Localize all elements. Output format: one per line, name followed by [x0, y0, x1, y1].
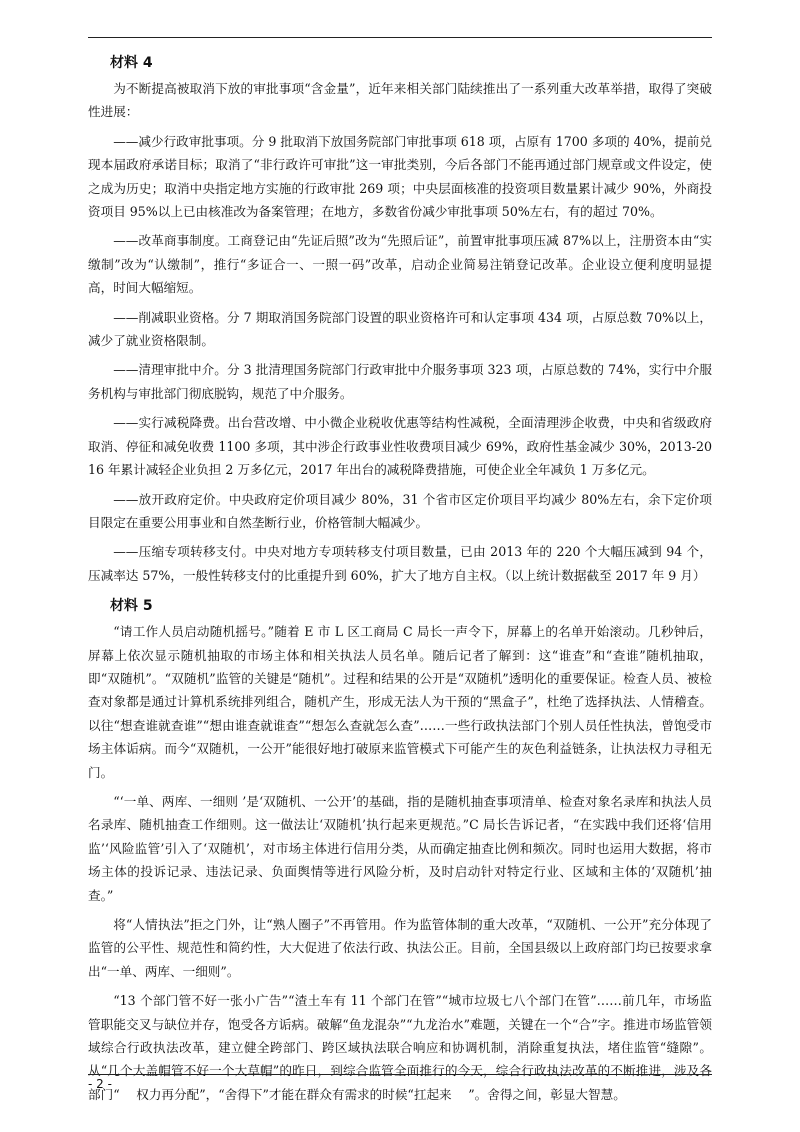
material-5-paragraph-3: 将“人情执法”拒之门外，让“熟人圈子”不再管用。作为监管体制的重大改革，“双随机、一公开”充分体现了监管的公平性、规范性和简约性，大大促进了依法行政、执法公正。目前，全国县级以上政府部门均已按要求拿出“一单、两库、一细则”。: [88, 917, 712, 979]
header-rule: [88, 37, 712, 38]
material-4-item-approval: ——减少行政审批事项。分 9 批取消下放国务院部门审批事项 618 项，占原有 1700 多项的 40%，提前兑现本届政府承诺目标；取消了“非行政许可审批”这一审批类别，今后各部门不能再通过部门规章或文件设定，使之成为历史；取消中央指定地方实施的行政审批 269 项；中央层面核准的投资项目数量累计减少 90%，外商投资项目 95%以上已由核准改为备案管理；在地方，多数省份减少审批事项 50%左右，有的超过 70%。: [88, 133, 712, 220]
material-5-section: [88, 593, 712, 1106]
material-5-paragraph-4: “13 个部门管不好一张小广告”“渣土车有 11 个部门在管”“城市垃圾七八个部门在管”……前几年，市场监管职能交叉与缺位并存，饱受各方诟病。破解“鱼龙混杂”“九龙治水”难题，关键在一个“合”字。推进市场监管领域综合行政执法改革，建立健全跨部门、跨区域执法联合响应和协调机制，消除重复执法，堵住监管“缝隙”。从“几个大盖帽管不好一个大草帽”的昨日，到综合监管全面推行的今天，综合行政执法改革的不断推进，涉及各部门“ 权力再分配”，“舍得下”才能在群众有需求的时候“扛起来 ”。舍得之间，彰显大智慧。: [88, 993, 712, 1102]
material-4-item-tax: ——实行减税降费。出台营改增、中小微企业税收优惠等结构性减税，全面清理涉企收费，中央和省级政府取消、停征和减免收费 1100 多项，其中涉企行政事业性收费项目减少 69%，政府性基金减少 30%，2013-2016 年累计减轻企业负担 2 万多亿元，2017 年出台的减税降费措施，可使企业全年减负 1 万多亿元。: [88, 415, 712, 478]
footer-rule: [88, 1074, 712, 1075]
material-4-item-business: ——改革商事制度。工商登记由“先证后照”改为“先照后证”，前置审批事项压减 87%以上，注册资本由“实缴制”改为“认缴制”，推行“多证合一、一照一码”改革，启动企业简易注销登记改革。企业设立便利度明显提高，时间大幅缩短。: [88, 233, 712, 296]
material-4-item-transfer: ——压缩专项转移支付。中央对地方专项转移支付项目数量，已由 2013 年的 220 个大幅压减到 94 个，压减率达 57%，一般性转移支付的比重提升到 60%，扩大了地方自主权。（以上统计数据截至 2017 年 9 月）: [88, 544, 712, 583]
material-4-intro: 为不断提高被取消下放的审批事项“含金量”，近年来相关部门陆续推出了一系列重大改革举措，取得了突破性进展：: [88, 81, 712, 120]
material-4-heading: 材料 4: [110, 55, 153, 71]
material-4-section: [88, 50, 712, 587]
material-5-heading: 材料 5: [110, 598, 153, 615]
page-number: - 2 -: [88, 1077, 112, 1091]
material-5-paragraph-2: “‘一单、两库、一细则 ’是‘双随机、一公开’的基础，指的是随机抽查事项清单、检查对象名录库和执法人员名录库、随机抽查工作细则。这一做法让‘双随机’执行起来更规范。”C 局长告诉记者，“在实践中我们还将‘信用监’‘风险监管’引入了‘双随机’，对市场主体进行信用分类，从而确定抽查比例和频次。同时也运用大数据，将市场主体的投诉记录、违法记录、负面舆情等进行风险分析，及时启动针对特定行业、区域和主体的‘双随机’抽查。”: [88, 793, 712, 903]
material-4-item-qualification: ——削减职业资格。分 7 期取消国务院部门设置的职业资格许可和认定事项 434 项，占原总数 70%以上，减少了就业资格限制。: [88, 309, 712, 349]
material-4-item-pricing: ——放开政府定价。中央政府定价项目减少 80%，31 个省市区定价项目平均减少 80%左右，余下定价项目限定在重要公用事业和自然垄断行业，价格管制大幅减少。: [88, 491, 712, 530]
page-content: [88, 50, 712, 1112]
material-5-paragraph-1: “请工作人员启动随机摇号。”随着 E 市 L 区工商局 C 局长一声令下，屏幕上的名单开始滚动。几秒钟后，屏幕上依次显示随机抽取的市场主体和相关执法人员名单。随后记者了解到：这“谁查”和“查谁”随机抽取，即“双随机”。“双随机”监管的关键是“随机”。过程和结果的公开是“双随机”透明化的重要保证。检查人员、被检查对象都是通过计算机系统排列组合，随机产生，形成无法人为干预的“黑盒子”，杜绝了选择执法、人情稽查。以往“想查谁就查谁”“想由谁查就谁查”“想怎么查就怎么查”……一些行政执法部门个别人员任性执法，曾饱受市场主体诟病。而今“双随机，一公开”能很好地打破原来监管模式下可能产生的灰色利益链条，让执法权力寻租无门。: [88, 624, 712, 780]
material-4-item-intermediary: ——清理审批中介。分 3 批清理国务院部门行政审批中介服务事项 323 项，占原总数的 74%，实行中介服务机构与审批部门彻底脱钩，规范了中介服务。: [88, 362, 712, 401]
